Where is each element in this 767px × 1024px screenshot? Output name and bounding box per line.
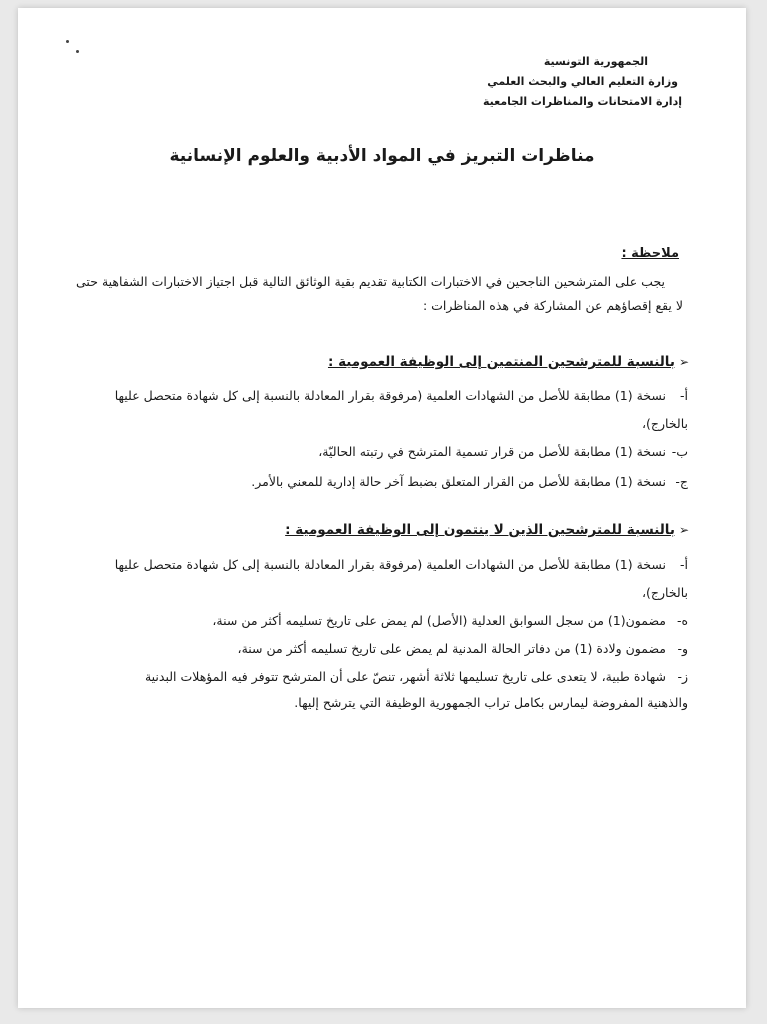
document-page <box>18 8 746 1008</box>
section-2-heading-text: بالنسبة للمترشحين الذين لا ينتمون إلى الوظيفة العمومية : <box>285 522 675 538</box>
section-1-heading <box>328 354 689 370</box>
item-text-continued: بالخارج)، <box>642 416 688 431</box>
document-title: مناظرات التبريز في المواد الأدبية والعلوم الإنسانية <box>169 146 595 166</box>
item-text: نسخة (1) مطابقة للأصل من الشهادات العلمية (مرفوقة بقرار المعادلة بالنسبة إلى كل شهادة متحصل عليها <box>114 388 666 403</box>
item-text: مضمون(1) من سجل السوابق العدلية (الأصل) لم يمض على تاريخ تسليمه أكثر من سنة، <box>212 613 666 628</box>
item-letter: ه- <box>676 613 688 628</box>
ministry-header <box>483 52 682 112</box>
item-text-continued: بالخارج)، <box>642 585 688 600</box>
item-text: نسخة (1) مطابقة للأصل من قرار تسمية المترشح في رتبته الحاليّة، <box>318 444 666 459</box>
item-letter: ب- <box>671 444 688 459</box>
item-letter: و- <box>677 641 688 656</box>
section-2-item-a <box>70 553 688 605</box>
item-text: نسخة (1) مطابقة للأصل من القرار المتعلق بضبط آخر حالة إدارية للمعني بالأمر. <box>251 474 666 489</box>
item-letter: أ- <box>680 557 688 572</box>
note-label: ملاحظة : <box>621 246 679 261</box>
section-2-heading <box>285 522 689 538</box>
header-line-1: الجمهورية التونسية <box>543 55 648 68</box>
section-1-item-c <box>70 470 688 494</box>
item-text: شهادة طبية، لا يتعدى على تاريخ تسليمها ثلاثة أشهر، تنصّ على أن المترشح تتوفر فيه المؤهلات البدنية <box>144 669 666 684</box>
header-line-3: إدارة الامتحانات والمناظرات الجامعية <box>482 95 682 108</box>
arrow-bullet-icon: ➢ <box>678 523 689 537</box>
item-text: مضمون ولادة (1) من دفاتر الحالة المدنية لم يمض على تاريخ تسليمه أكثر من سنة، <box>237 641 666 656</box>
section-1-item-a <box>70 384 688 436</box>
item-text: نسخة (1) مطابقة للأصل من الشهادات العلمية (مرفوقة بقرار المعادلة بالنسبة إلى كل شهادة متحصل عليها <box>114 557 666 572</box>
item-text-continued: والذهنية المفروضة ليمارس بكامل تراب الجمهورية الوظيفة التي يترشح إليها. <box>294 695 688 710</box>
section-2-item-z <box>70 665 688 715</box>
section-1-item-b <box>70 440 688 464</box>
item-letter: ز- <box>677 669 688 684</box>
section-2-item-w <box>70 637 688 661</box>
header-line-2: وزارة التعليم العالي والبحث العلمي <box>487 75 678 88</box>
section-1-heading-text: بالنسبة للمترشحين المنتمين إلى الوظيفة العمومية : <box>327 354 675 370</box>
section-2-item-h <box>70 609 688 633</box>
scan-speck <box>76 50 79 53</box>
scan-speck <box>66 40 69 43</box>
item-letter: ج- <box>675 474 688 489</box>
item-letter: أ- <box>680 388 688 403</box>
note-body: يجب على المترشحين الناجحين في الاختبارات الكتابية تقديم بقية الوثائق التالية قبل اجتياز الاختبارات الشفاهية حتى لا يقع إقصاؤهم عن المشاركة في هذه المناظرات : <box>76 274 683 313</box>
arrow-bullet-icon: ➢ <box>678 355 689 369</box>
